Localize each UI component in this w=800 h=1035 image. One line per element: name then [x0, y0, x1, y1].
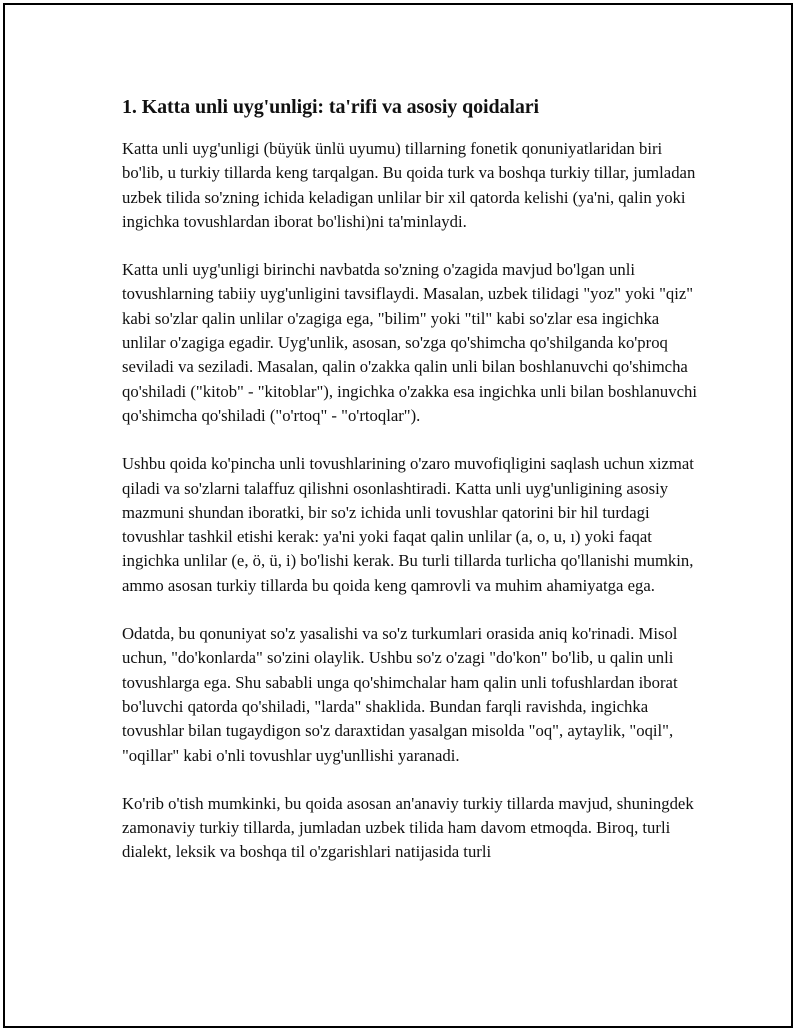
- paragraph-5: Ko'rib o'tish mumkinki, bu qoida asosan an'anaviy turkiy tillarda mavjud, shuningdek zamonaviy turkiy tillarda, jumladan uzbek tilida ham davom etmoqda. Biroq, turli dialekt, leksik va boshqa til o'zgarishlari natijasida turli: [122, 793, 694, 862]
- document-body: [122, 95, 697, 889]
- paragraph-2: Katta unli uyg'unligi birinchi navbatda so'zning o'zagida mavjud bo'lgan unli tovushlarning tabiiy uyg'unligini tavsiflaydi. Masalan, uzbek tilidagi "yoz" yoki "qiz" kabi so'zlar qalin unlilar o'zagiga ega, "bilim" yoki "til" kabi so'zlar esa ingichka unlilar o'zagiga egadir. Uyg'unlik, asosan, so'zga qo'shimcha qo'shilganda ko'proq seviladi va seziladi. Masalan, qalin o'zakka qalin unli bilan boshlanuvchi qo'shimcha qo'shiladi ("kitob" - "kitoblar"), ingichka o'zakka esa ingichka unli bilan boshlanuvchi qo'shimcha qo'shiladi ("o'rtoq" - "o'rtoqlar").: [122, 260, 698, 425]
- paragraph-3: Ushbu qoida ko'pincha unli tovushlarining o'zaro muvofiqligini saqlash uchun xizmat qiladi va so'zlarni talaffuz qilishni osonlashtiradi. Katta unli uyg'unligining asosiy mazmuni shundan iboratki, bir so'z ichida unli tovushlar qatorini bir hil turdagi tovushlar tashkil etishi kerak: ya'ni yoki faqat qalin unlilar (a, o, u, ı) yoki faqat ingichka unlilar (e, ö, ü, i) bo'lishi kerak. Bu turli tillarda turlicha qo'llanishi mumkin, ammo asosan turkiy tillarda bu qoida keng qamrovli va muhim ahamiyatga ega.: [122, 454, 694, 595]
- page-frame: [3, 3, 793, 1028]
- section-heading: 1. Katta unli uyg'unligi: ta'rifi va asosiy qoidalari: [122, 96, 539, 118]
- paragraph-1: Katta unli uyg'unligi (büyük ünlü uyumu) tillarning fonetik qonuniyatlaridan biri bo'lib, u turkiy tillarda keng tarqalgan. Bu qoida turk va boshqa turkiy tillar, jumladan uzbek tilida so'zning ichida keladigan unlilar bir xil qatorda kelishi (ya'ni, qalin yoki ingichka tovushlardan iborat bo'lishi)ni ta'minlaydi.: [122, 139, 696, 231]
- paragraph-4: Odatda, bu qonuniyat so'z yasalishi va so'z turkumlari orasida aniq ko'rinadi. Misol uchun, "do'konlarda" so'zini olaylik. Ushbu so'z o'zagi "do'kon" bo'lib, u qalin unli tovushlarga ega. Shu sababli unga qo'shimchalar ham qalin unli tofushlardan iborat bo'luvchi qatorda qo'shiladi, "larda" shaklida. Bundan farqli ravishda, ingichka tovushlar bilan tugaydigon so'z daraxtidan yasalgan misolda "oq", aytaylik, "oqil", "oqillar" kabi o'nli tovushlar uyg'unllishi yaranadi.: [122, 624, 678, 765]
